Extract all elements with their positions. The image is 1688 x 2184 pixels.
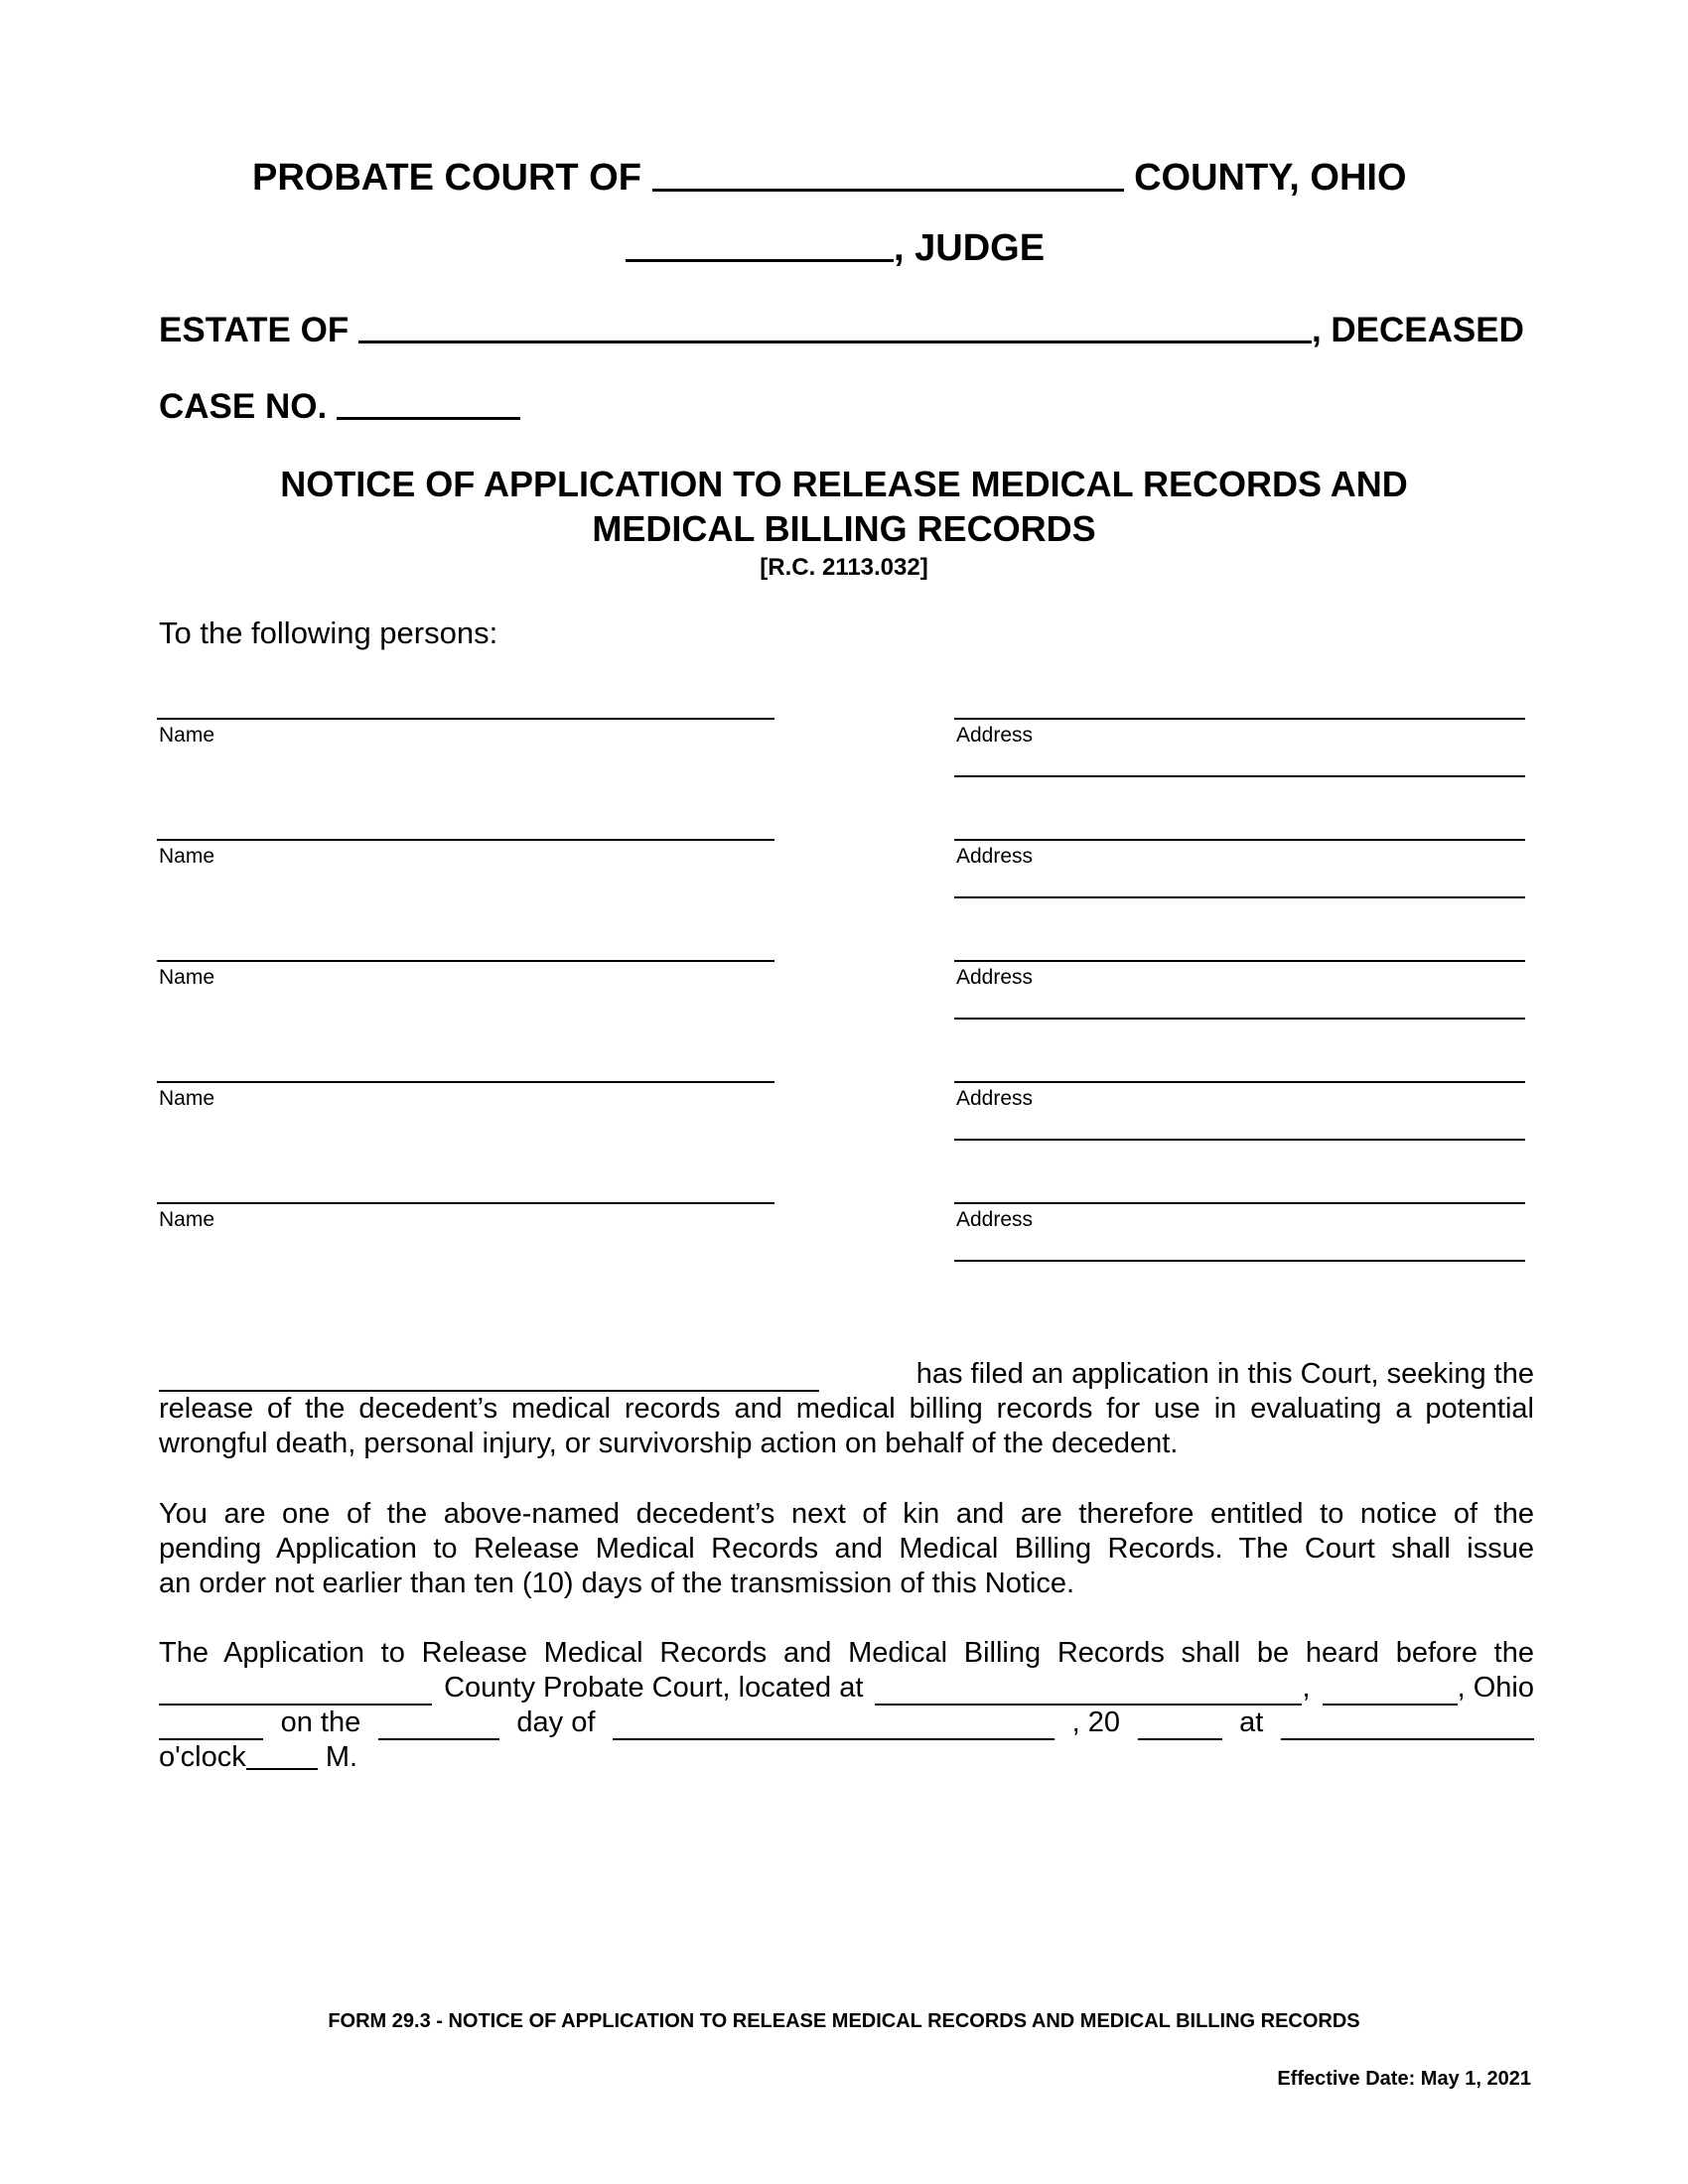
name-label-5: Name bbox=[159, 1208, 215, 1231]
name-field-2[interactable] bbox=[157, 839, 774, 841]
name-field-1[interactable] bbox=[157, 718, 774, 720]
on-the-text: on the bbox=[280, 1706, 361, 1738]
name-label-3: Name bbox=[159, 966, 215, 989]
address-label-2: Address bbox=[956, 845, 1034, 868]
name-label-4: Name bbox=[159, 1087, 215, 1110]
hearing-city-field[interactable] bbox=[1323, 1676, 1458, 1706]
name-field-4[interactable] bbox=[157, 1081, 774, 1083]
name-field-5[interactable] bbox=[157, 1202, 774, 1204]
address-label-3: Address bbox=[956, 966, 1034, 989]
intro-text: To the following persons: bbox=[159, 615, 498, 650]
address-field-2a[interactable] bbox=[954, 839, 1525, 841]
address-field-4b[interactable] bbox=[954, 1139, 1525, 1141]
at-text: at bbox=[1239, 1706, 1264, 1738]
address-field-4a[interactable] bbox=[954, 1081, 1525, 1083]
estate-prefix: ESTATE OF bbox=[159, 311, 350, 349]
address-field-2b[interactable] bbox=[954, 896, 1525, 898]
location-comma: , bbox=[1302, 1672, 1311, 1704]
paragraph1-line1-text: has filed an application in this Court, seeking the bbox=[915, 1358, 1534, 1390]
name-field-3[interactable] bbox=[157, 960, 774, 962]
paragraph-hearing bbox=[159, 1636, 1534, 1775]
paragraph2-line2: pending Application to Release Medical Records and Medical Billing Records. The Court shall issue bbox=[159, 1533, 1534, 1565]
address-field-1a[interactable] bbox=[954, 718, 1525, 720]
paragraph-applicant bbox=[159, 1357, 1534, 1461]
location-group bbox=[875, 1671, 1310, 1706]
hearing-weekday-field[interactable] bbox=[159, 1710, 263, 1740]
address-field-5b[interactable] bbox=[954, 1260, 1525, 1262]
hearing-month-field[interactable] bbox=[613, 1710, 1055, 1740]
address-field-5a[interactable] bbox=[954, 1202, 1525, 1204]
name-label-1: Name bbox=[159, 724, 215, 747]
address-label-1: Address bbox=[956, 724, 1034, 747]
court-suffix: COUNTY, OHIO bbox=[1134, 157, 1407, 199]
paragraph1-line3: wrongful death, personal injury, or survivorship action on behalf of the decedent. bbox=[159, 1428, 1179, 1459]
effective-date: Effective Date: May 1, 2021 bbox=[1277, 2068, 1531, 2090]
paragraph2-line1: You are one of the above-named decedent’s next of kin and are therefore entitled to notice of the bbox=[159, 1498, 1534, 1530]
hearing-year-field[interactable] bbox=[1138, 1710, 1222, 1740]
city-group bbox=[1323, 1671, 1534, 1706]
address-field-1b[interactable] bbox=[954, 775, 1525, 777]
paragraph1-line1 bbox=[159, 1357, 1534, 1392]
estate-suffix: , DECEASED bbox=[1311, 311, 1524, 349]
judge-suffix: , JUDGE bbox=[894, 227, 1046, 269]
name-label-2: Name bbox=[159, 845, 215, 868]
case-label: CASE NO. bbox=[159, 387, 328, 426]
hearing-county-field[interactable] bbox=[159, 1676, 432, 1706]
m-text: M. bbox=[325, 1741, 358, 1773]
day-of-text: day of bbox=[516, 1706, 596, 1738]
title-line-1: NOTICE OF APPLICATION TO RELEASE MEDICAL RECORDS AND bbox=[280, 464, 1408, 504]
address-field-3b[interactable] bbox=[954, 1018, 1525, 1020]
county-text: County Probate Court, located at bbox=[444, 1672, 864, 1704]
paragraph-next-of-kin bbox=[159, 1497, 1534, 1601]
oclock-text: o'clock bbox=[159, 1741, 246, 1773]
address-field-3a[interactable] bbox=[954, 960, 1525, 962]
statute-citation: [R.C. 2113.032] bbox=[760, 554, 928, 581]
court-prefix: PROBATE COURT OF bbox=[252, 157, 641, 199]
hearing-day-field[interactable] bbox=[378, 1710, 499, 1740]
address-label-5: Address bbox=[956, 1208, 1034, 1231]
address-label-4: Address bbox=[956, 1087, 1034, 1110]
year-prefix-text: , 20 bbox=[1071, 1706, 1120, 1738]
paragraph3-line1: The Application to Release Medical Records and Medical Billing Records shall be heard before the bbox=[159, 1637, 1534, 1669]
paragraph1-line2: release of the decedent’s medical records and medical billing records for use in evaluating a potential bbox=[159, 1393, 1534, 1425]
ohio-text: , Ohio bbox=[1457, 1672, 1534, 1704]
paragraph3-line3 bbox=[159, 1706, 1534, 1740]
hearing-location-field[interactable] bbox=[875, 1676, 1302, 1706]
form-footer-title: FORM 29.3 - NOTICE OF APPLICATION TO RELEASE MEDICAL RECORDS AND MEDICAL BILLING RECORDS bbox=[328, 2010, 1360, 2032]
paragraph3-line4 bbox=[159, 1740, 1534, 1775]
title-line-2: MEDICAL BILLING RECORDS bbox=[592, 508, 1096, 549]
hearing-time-field[interactable] bbox=[1281, 1710, 1534, 1740]
paragraph2-line3: an order not earlier than ten (10) days of the transmission of this Notice. bbox=[159, 1568, 1075, 1599]
am-pm-field[interactable] bbox=[246, 1742, 318, 1770]
applicant-name-field[interactable] bbox=[159, 1362, 819, 1392]
paragraph3-line2 bbox=[159, 1671, 1534, 1706]
